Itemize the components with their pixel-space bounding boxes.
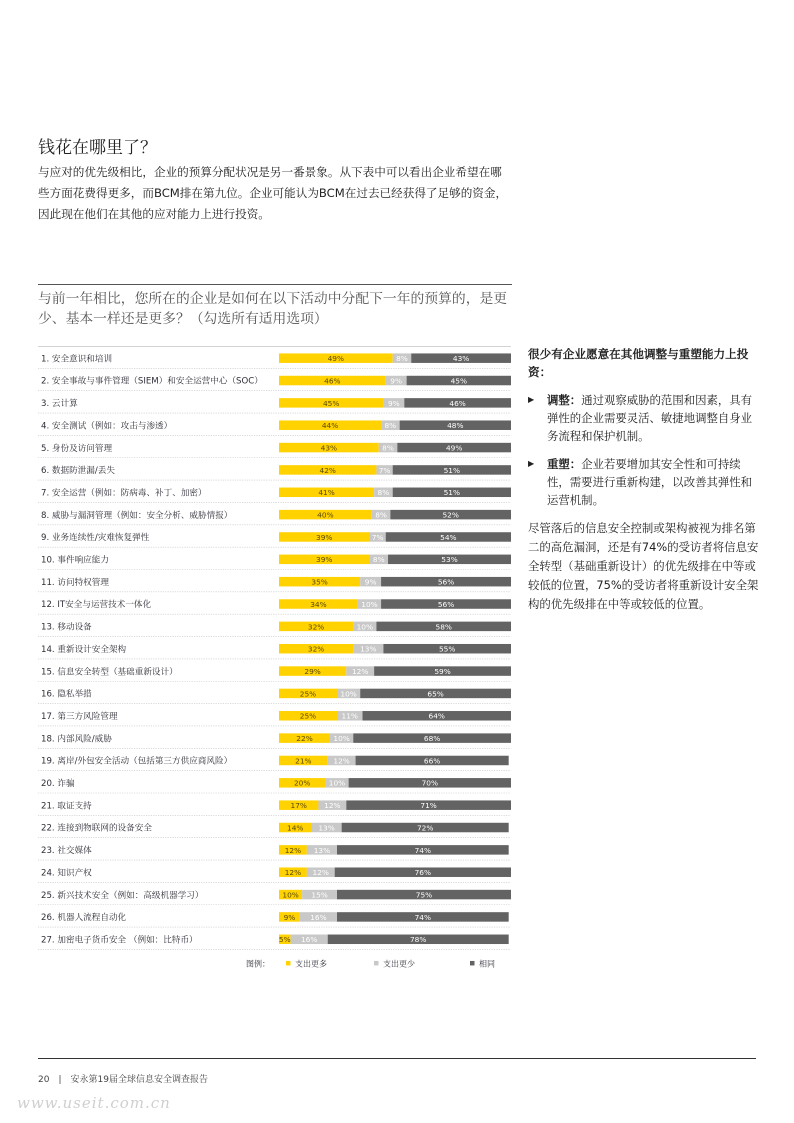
legend-label-more: 支出更多 bbox=[295, 959, 327, 969]
bar-label-same: 46% bbox=[449, 398, 466, 408]
footer bbox=[38, 1072, 208, 1085]
category-label: 9. 业务连续性/灾难恢复弹性 bbox=[41, 533, 150, 544]
bar-label-same: 58% bbox=[435, 622, 452, 632]
bar-label-same: 74% bbox=[414, 845, 432, 855]
sidebar-item-text: 通过观察威胁的范围和因素，具有弹性的企业需要灵活、敏捷地调整自身业务流程和保护机制。 bbox=[547, 393, 753, 443]
sidebar-paragraph: 尽管落后的信息安全控制或架构被视为排名第二的高危漏洞，还是有74%的受访者将信息安全转型（基础重新设计）的优先级排在中等或较低的位置，75%的受访者将重新设计安全架构的优先级排在中等或较低的位置。 bbox=[528, 521, 759, 611]
bar-label-more: 49% bbox=[327, 354, 345, 364]
bar-label-same: 56% bbox=[437, 599, 455, 609]
bar-label-same: 76% bbox=[414, 868, 432, 878]
bar-label-same: 65% bbox=[427, 689, 444, 699]
bar-label-same: 51% bbox=[443, 465, 461, 475]
bar-label-same: 74% bbox=[414, 912, 432, 922]
bar-label-more: 41% bbox=[318, 488, 335, 498]
bar-label-more: 39% bbox=[316, 532, 333, 542]
bar-label-same: 51% bbox=[443, 488, 461, 498]
legend-swatch-less bbox=[374, 961, 379, 966]
bar-label-less: 10% bbox=[328, 778, 346, 788]
bar-label-less: 8% bbox=[372, 555, 385, 565]
category-label: 1. 安全意识和培训 bbox=[41, 354, 113, 365]
category-label: 15. 信息安全转型（基础重新设计） bbox=[41, 667, 178, 678]
category-label: 10. 事件响应能力 bbox=[41, 555, 109, 566]
bar-label-less: 16% bbox=[310, 912, 327, 922]
triangle-bullet-icon: ▶ bbox=[528, 459, 535, 468]
bar-label-less: 10% bbox=[333, 734, 350, 744]
bar-label-same: 49% bbox=[445, 443, 463, 453]
bar-label-more: 34% bbox=[310, 599, 327, 609]
bar-label-less: 9% bbox=[364, 577, 377, 587]
category-label: 13. 移动设备 bbox=[41, 622, 92, 633]
bar-label-more: 12% bbox=[284, 845, 302, 855]
bar-label-less: 9% bbox=[387, 398, 400, 408]
intro-paragraph: 与应对的优先级相比，企业的预算分配状况是另一番景象。从下表中可以看出企业希望在哪些方面花费得更多，而BCM排在第九位。企业可能认为BCM在过去已经获得了足够的资金，因此现在他们在其他的应对能力上进行投资。 bbox=[38, 165, 508, 221]
sidebar-heading: 很少有企业愿意在其他调整与重塑能力上投资： bbox=[528, 347, 749, 379]
sidebar-item-term: 重塑： bbox=[547, 457, 582, 471]
bar-label-same: 64% bbox=[428, 711, 445, 721]
bar-label-less: 10% bbox=[356, 622, 374, 632]
bar-label-less: 12% bbox=[324, 801, 341, 811]
bar-label-more: 22% bbox=[296, 734, 313, 744]
bar-label-more: 32% bbox=[307, 622, 325, 632]
page-number: 20 bbox=[38, 1075, 50, 1085]
category-label: 19. 离岸/外包安全活动（包括第三方供应商风险） bbox=[41, 756, 233, 767]
bar-label-less: 10% bbox=[340, 689, 357, 699]
bar-label-same: 54% bbox=[440, 532, 457, 542]
survey-question: 与前一年相比，您所在的企业是如何在以下活动中分配下一年的预算的，是更少、基本一样还是更多？（勾选所有适用选项） bbox=[38, 291, 508, 327]
bar-label-same: 53% bbox=[441, 555, 458, 565]
sidebar-item-adjust bbox=[528, 391, 760, 445]
bar-label-more: 44% bbox=[321, 421, 339, 431]
legend-label-same: 相同 bbox=[479, 959, 495, 969]
bar-label-same: 43% bbox=[452, 354, 470, 364]
bar-label-less: 7% bbox=[378, 465, 391, 475]
bar-label-more: 46% bbox=[324, 376, 341, 386]
bar-label-same: 55% bbox=[438, 644, 456, 654]
bar-label-more: 14% bbox=[287, 823, 304, 833]
bar-label-less: 9% bbox=[390, 376, 403, 386]
category-label: 4. 安全测试（例如：攻击与渗透） bbox=[41, 421, 173, 432]
category-label: 7. 安全运营（例如：防病毒、补丁、加密） bbox=[41, 488, 207, 499]
sidebar-item-term: 调整： bbox=[547, 393, 582, 407]
bar-label-same: 71% bbox=[420, 801, 437, 811]
bar-label-same: 59% bbox=[434, 666, 451, 676]
bar-label-same: 66% bbox=[423, 756, 441, 766]
footer-separator: | bbox=[58, 1075, 62, 1085]
bar-label-more: 20% bbox=[293, 778, 311, 788]
legend-label-less: 支出更少 bbox=[383, 959, 415, 969]
bar-label-same: 70% bbox=[421, 778, 439, 788]
bar-label-same: 68% bbox=[423, 734, 441, 744]
bar-label-same: 45% bbox=[450, 376, 468, 386]
sidebar bbox=[528, 345, 760, 614]
bar-label-less: 8% bbox=[377, 488, 390, 498]
category-label: 6. 数据防泄漏/丢失 bbox=[41, 466, 115, 477]
legend-swatch-more bbox=[286, 961, 291, 966]
bar-label-more: 25% bbox=[299, 711, 317, 721]
bar-label-less: 12% bbox=[333, 756, 350, 766]
bar-label-same: 56% bbox=[437, 577, 455, 587]
category-label: 3. 云计算 bbox=[41, 399, 78, 410]
category-label: 17. 第三方风险管理 bbox=[41, 711, 118, 722]
sidebar-item-reshape bbox=[528, 455, 760, 509]
bar-label-more: 39% bbox=[316, 555, 333, 565]
category-label: 16. 隐私举措 bbox=[41, 689, 92, 700]
bar-label-less: 16% bbox=[300, 935, 318, 945]
bar-label-less: 8% bbox=[384, 421, 397, 431]
bar-label-less: 13% bbox=[360, 644, 377, 654]
category-label: 23. 社交媒体 bbox=[41, 846, 92, 857]
bar-label-same: 72% bbox=[416, 823, 434, 833]
category-label: 22. 连接到物联网的设备安全 bbox=[41, 823, 152, 834]
sidebar-item-text: 企业若要增加其安全性和可持续性，需要进行重新构建，以改善其弹性和运营机制。 bbox=[547, 457, 753, 507]
report-title: 安永第19届全球信息安全调查报告 bbox=[70, 1075, 208, 1085]
bar-label-less: 8% bbox=[396, 354, 408, 364]
bar-label-same: 48% bbox=[447, 421, 464, 431]
category-label: 24. 知识产权 bbox=[41, 868, 92, 879]
bar-label-same: 75% bbox=[415, 890, 433, 900]
legend-swatch-same bbox=[470, 961, 475, 966]
category-label: 12. IT安全与运营技术一体化 bbox=[41, 600, 152, 611]
bar-label-more: 12% bbox=[284, 868, 302, 878]
stacked-bar-chart bbox=[38, 346, 514, 976]
bar-label-more: 21% bbox=[295, 756, 312, 766]
bar-label-more: 29% bbox=[304, 666, 321, 676]
triangle-bullet-icon: ▶ bbox=[528, 395, 535, 404]
category-label: 14. 重新设计安全架构 bbox=[41, 644, 127, 655]
category-label: 20. 诈骗 bbox=[41, 779, 75, 790]
bar-label-more: 45% bbox=[322, 398, 340, 408]
category-label: 5. 身份及访问管理 bbox=[41, 443, 113, 454]
category-label: 26. 机器人流程自动化 bbox=[41, 913, 127, 924]
bar-label-more: 32% bbox=[307, 644, 325, 654]
category-label: 2. 安全事故与事件管理（SIEM）和安全运营中心（SOC） bbox=[41, 376, 263, 387]
bar-label-less: 8% bbox=[375, 510, 387, 520]
bar-label-same: 78% bbox=[409, 935, 427, 945]
legend-prefix: 图例： bbox=[246, 959, 270, 969]
bar-label-more: 17% bbox=[290, 801, 307, 811]
bar-label-more: 10% bbox=[282, 890, 299, 900]
footer-divider bbox=[38, 1058, 756, 1059]
section-title: 钱花在哪里了？ bbox=[38, 138, 157, 158]
bar-label-same: 52% bbox=[442, 510, 459, 520]
bar-label-less: 10% bbox=[361, 599, 378, 609]
bar-label-more: 5% bbox=[278, 935, 291, 945]
bar-label-less: 12% bbox=[351, 666, 369, 676]
category-label: 8. 威胁与漏洞管理（例如：安全分析、威胁情报） bbox=[41, 510, 233, 521]
category-label: 18. 内部风险/威胁 bbox=[41, 734, 112, 745]
category-label: 25. 新兴技术安全（例如：高级机器学习） bbox=[41, 890, 204, 901]
bar-label-more: 43% bbox=[320, 443, 338, 453]
bar-label-more: 9% bbox=[283, 912, 296, 922]
bar-label-less: 11% bbox=[341, 711, 358, 721]
category-label: 11. 访问特权管理 bbox=[41, 577, 109, 588]
bar-label-less: 13% bbox=[313, 845, 331, 855]
bar-label-more: 40% bbox=[317, 510, 334, 520]
bar-label-less: 8% bbox=[382, 443, 394, 453]
sidebar-list bbox=[528, 391, 760, 509]
category-label: 21. 取证支持 bbox=[41, 801, 92, 812]
watermark: www.useit.com.cn bbox=[17, 1094, 171, 1112]
bar-label-more: 35% bbox=[311, 577, 328, 587]
bar-label-less: 12% bbox=[312, 868, 329, 878]
bar-label-more: 42% bbox=[319, 465, 336, 475]
bar-label-less: 13% bbox=[318, 823, 335, 833]
bar-label-less: 15% bbox=[311, 890, 328, 900]
bar-label-less: 7% bbox=[371, 532, 384, 542]
question-divider bbox=[38, 284, 512, 285]
category-label: 27. 加密电子货币安全 （例如：比特币） bbox=[41, 935, 198, 946]
bar-label-more: 25% bbox=[299, 689, 317, 699]
